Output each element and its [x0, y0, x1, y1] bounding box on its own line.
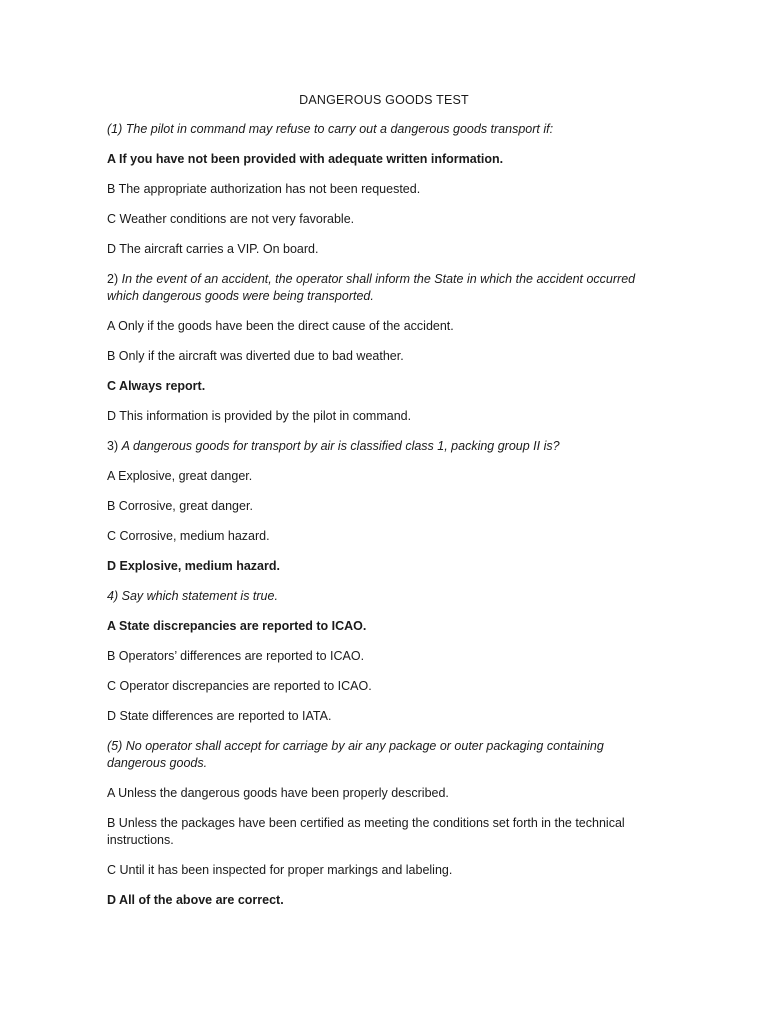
question-1-option-b: B The appropriate authorization has not been requested. — [107, 182, 421, 196]
question-text: A dangerous goods for transport by air is classified class 1, packing group II is? — [121, 439, 560, 453]
question-4-option-b: B Operators’ differences are reported to ICAO. — [107, 649, 365, 663]
question-number: (5) — [107, 739, 123, 753]
question-1-option-d: D The aircraft carries a VIP. On board. — [107, 242, 319, 256]
question-4-option-c: C Operator discrepancies are reported to ICAO. — [107, 679, 372, 693]
question-3-option-a: A Explosive, great danger. — [107, 469, 253, 483]
question-text: Say which statement is true. — [121, 589, 278, 603]
question-text: In the event of an accident, the operator shall inform the State in which the accident occurred which dangerous goods were being transported. — [107, 272, 636, 303]
question-3 — [107, 438, 652, 455]
question-text: No operator shall accept for carriage by air any package or outer packaging containing dangerous goods. — [107, 739, 604, 770]
question-1-option-c: C Weather conditions are not very favorable. — [107, 212, 355, 226]
question-4 — [107, 588, 652, 605]
question-2-option-a: A Only if the goods have been the direct cause of the accident. — [107, 319, 454, 333]
question-2-option-b: B Only if the aircraft was diverted due to bad weather. — [107, 349, 404, 363]
question-2-option-c: C Always report. — [107, 379, 206, 393]
question-2 — [107, 271, 652, 305]
question-text: The pilot in command may refuse to carry out a dangerous goods transport if: — [125, 122, 554, 136]
question-1 — [107, 121, 652, 138]
question-number: (1) — [107, 122, 123, 136]
question-3-option-d: D Explosive, medium hazard. — [107, 559, 280, 573]
question-4-option-d: D State differences are reported to IATA. — [107, 709, 332, 723]
question-5 — [107, 738, 652, 772]
question-number: 4) — [107, 589, 119, 603]
question-2-option-d: D This information is provided by the pilot in command. — [107, 409, 412, 423]
question-number: 3) — [107, 439, 119, 453]
question-5-option-c: C Until it has been inspected for proper markings and labeling. — [107, 863, 453, 877]
question-number: 2) — [107, 272, 119, 286]
question-5-option-d: D All of the above are correct. — [107, 893, 284, 907]
question-3-option-b: B Corrosive, great danger. — [107, 499, 253, 513]
question-3-option-c: C Corrosive, medium hazard. — [107, 529, 270, 543]
question-4-option-a: A State discrepancies are reported to ICAO. — [107, 619, 367, 633]
question-5-option-b: B Unless the packages have been certified as meeting the conditions set forth in the technical instructions. — [107, 816, 625, 847]
question-5-option-a: A Unless the dangerous goods have been properly described. — [107, 786, 449, 800]
question-1-option-a: A If you have not been provided with adequate written information. — [107, 152, 504, 166]
page-title: DANGEROUS GOODS TEST — [299, 93, 469, 107]
